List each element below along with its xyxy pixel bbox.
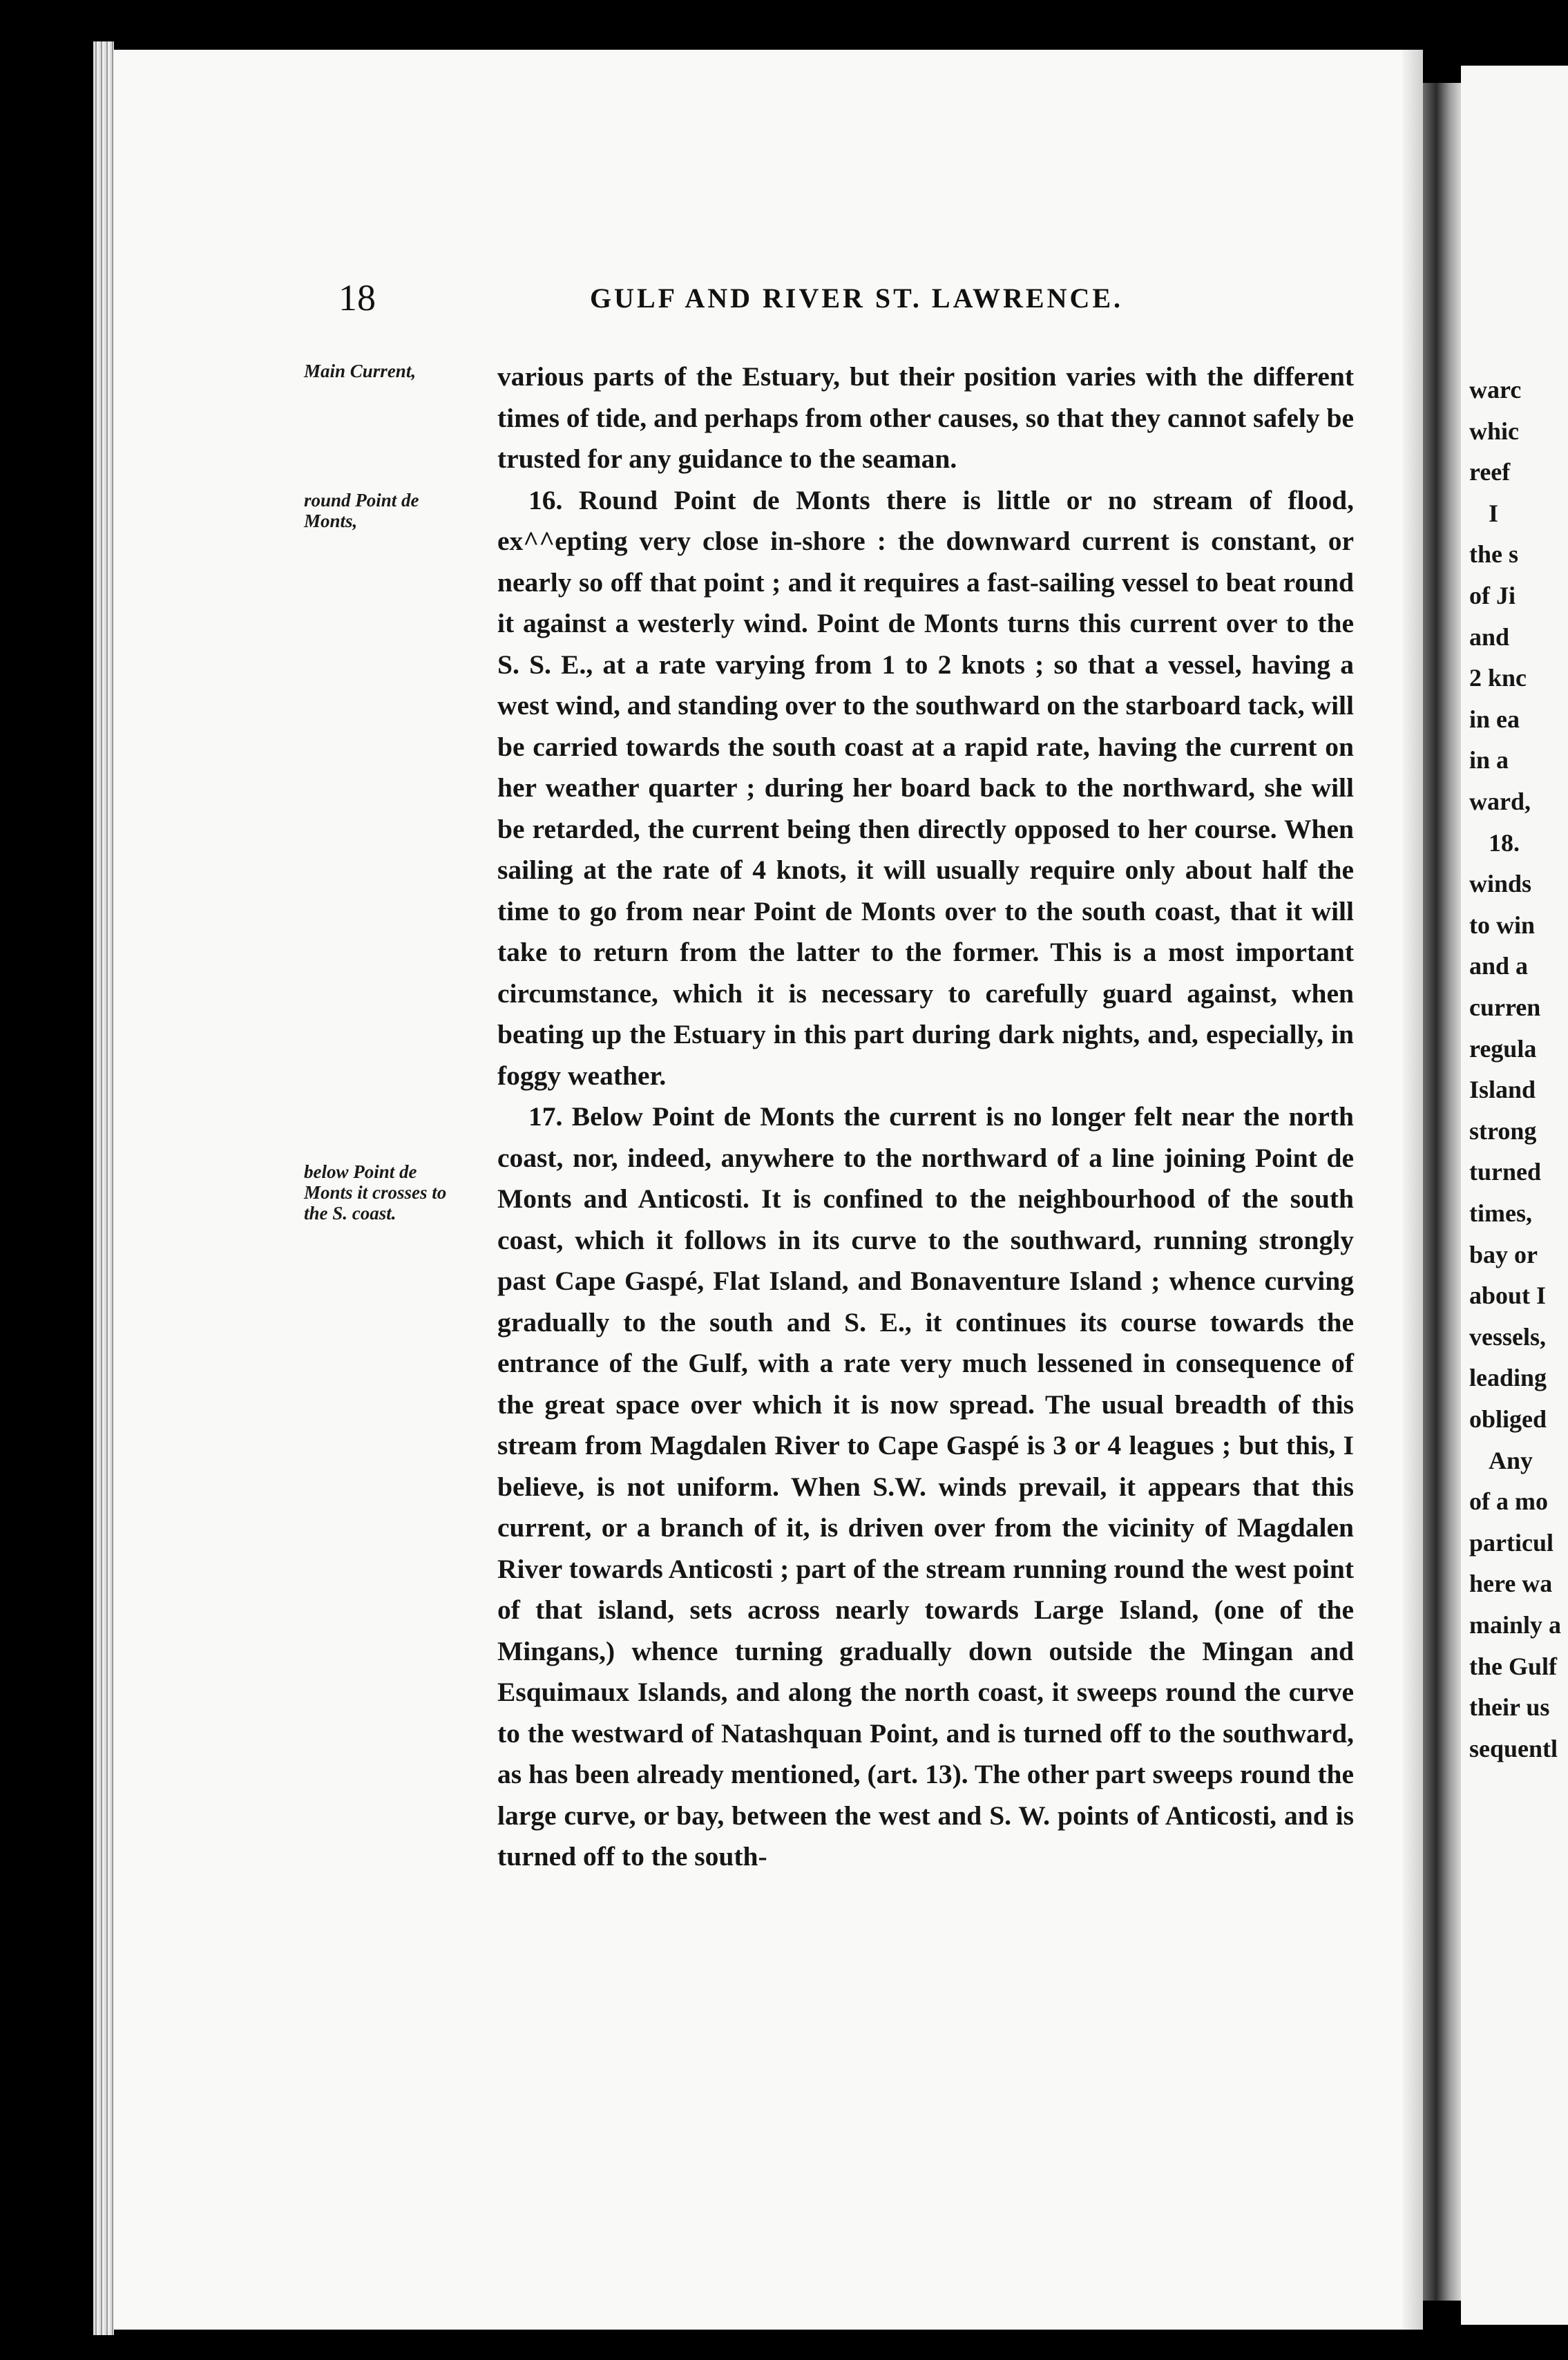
- facing-page-line: times,: [1469, 1199, 1532, 1227]
- facing-page-line: curren: [1469, 993, 1541, 1021]
- body-text: [497, 356, 1354, 1878]
- facing-page-line: bay or: [1469, 1240, 1538, 1268]
- facing-page-line: 2 knc: [1469, 664, 1527, 692]
- facing-page-line: Any: [1489, 1446, 1533, 1474]
- facing-page-line: of Ji: [1469, 582, 1516, 609]
- facing-page-line: vessels,: [1469, 1322, 1546, 1351]
- facing-page-line: the s: [1469, 540, 1518, 569]
- facing-page-line: and a: [1469, 952, 1529, 980]
- facing-page-line: turned: [1469, 1158, 1542, 1186]
- facing-page-line: Island: [1469, 1076, 1536, 1104]
- side-note-main-current: Main Current,: [304, 361, 417, 381]
- paragraph-16: 16. Round Point de Monts there is little or no stream of flood, ex^^epting very close in-shore : the downward current is constant, or nearly so off that point ; and it requires a fast-sailing vessel to beat round it against a westerly wind. Point de Monts turns this current over to the S. S. E., at a rate varying from 1 to 2 knots ; so that a vessel, having a west wind, and standing over to the southward on the starboard tack, will be carried towards the south coast at a rapid rate, having the current on her weather quarter ; during her board back to the northward, she will be retarded, the current being then directly opposed to her course. When sailing at the rate of 4 knots, it will usually require only about half the time to go from near Point de Monts over to the south coast, that it will take to return from the latter to the former. This is a most important circumstance, which it is necessary to carefully guard against, when beating up the Estuary in this part during dark nights, and, especially, in foggy weather.: [497, 484, 1354, 1091]
- side-note-round-point: round Point de Monts,: [304, 490, 419, 531]
- facing-page-line: of a mo: [1469, 1487, 1548, 1516]
- facing-page-line: reef: [1469, 458, 1511, 486]
- facing-page-line: particul: [1469, 1528, 1553, 1557]
- facing-page-line: to win: [1469, 911, 1536, 939]
- page-edge-stack: [93, 41, 114, 2335]
- page-number: 18: [338, 277, 376, 318]
- page-shadow: [1402, 50, 1423, 2330]
- facing-page-line: about I: [1469, 1282, 1547, 1310]
- facing-page-line: their us: [1469, 1693, 1550, 1722]
- paragraph-continued: various parts of the Estuary, but their position varies with the different times of tide, and perhaps from other causes, so that they cannot safely be trusted for any guidance to the seaman.: [497, 361, 1354, 474]
- facing-page-line: the Gulf: [1469, 1652, 1558, 1680]
- facing-page-line: leading: [1469, 1364, 1547, 1392]
- page-header: [338, 276, 1375, 325]
- paragraph-17: 17. Below Point de Monts the current is no longer felt near the north coast, nor, indeed, anywhere to the northward of a line joining Point de Monts and Anticosti. It is confined to the neighbourhood of the south coast, which it follows in its curve to the southward, running strongly past Cape Gaspé, Flat Island, and Bonaventure Island ; whence curving gradually to the south and S. E., it continues its course towards the entrance of the Gulf, with a rate very much lessened in consequence of the great space over which it is now spread. The usual breadth of this stream from Magdalen River to Cape Gaspé is 3 or 4 leagues ; but this, I believe, is not uniform. When S.W. winds prevail, it appears that this current, or a branch of it, is driven over from the vicinity of Magdalen River towards Anticosti ; part of the stream running round the west point of that island, sets across nearly towards Large Island, (one of the Mingans,) whence turning gradually down outside the Mingan and Esquimaux Islands, and along the north coast, it sweeps round the curve to the westward of Natashquan Point, and is turned off to the southward, as has been already mentioned, (art. 13). The other part sweeps round the large curve, or bay, between the west and S. W. points of Anticosti, and is turned off to the south-: [497, 1101, 1354, 1872]
- scan-border-left: [0, 0, 93, 2360]
- facing-page-line: here wa: [1469, 1570, 1553, 1598]
- facing-page-line: obliged: [1469, 1405, 1547, 1433]
- facing-page-line: warc: [1469, 376, 1522, 403]
- facing-page-line: I: [1489, 499, 1499, 527]
- book-gutter: [1423, 83, 1461, 2301]
- facing-page-line: strong: [1469, 1116, 1537, 1145]
- running-title: GULF AND RIVER ST. LAWRENCE.: [589, 283, 1124, 314]
- side-note-below-point: below Point de Monts it crosses to the S. coast.: [304, 1161, 447, 1224]
- facing-page-line: whic: [1469, 417, 1519, 445]
- facing-page-line: in ea: [1469, 705, 1520, 733]
- facing-page-line: sequentl: [1469, 1734, 1558, 1762]
- facing-page: [1461, 66, 1568, 2325]
- facing-page-line: winds: [1469, 870, 1532, 898]
- facing-page-line: and: [1469, 622, 1510, 651]
- facing-page-line: in a: [1469, 746, 1509, 774]
- facing-page-line: 18.: [1489, 828, 1520, 857]
- facing-page-line: ward,: [1469, 788, 1531, 815]
- facing-page-line: mainly a: [1469, 1611, 1562, 1639]
- facing-page-line: regula: [1469, 1034, 1537, 1063]
